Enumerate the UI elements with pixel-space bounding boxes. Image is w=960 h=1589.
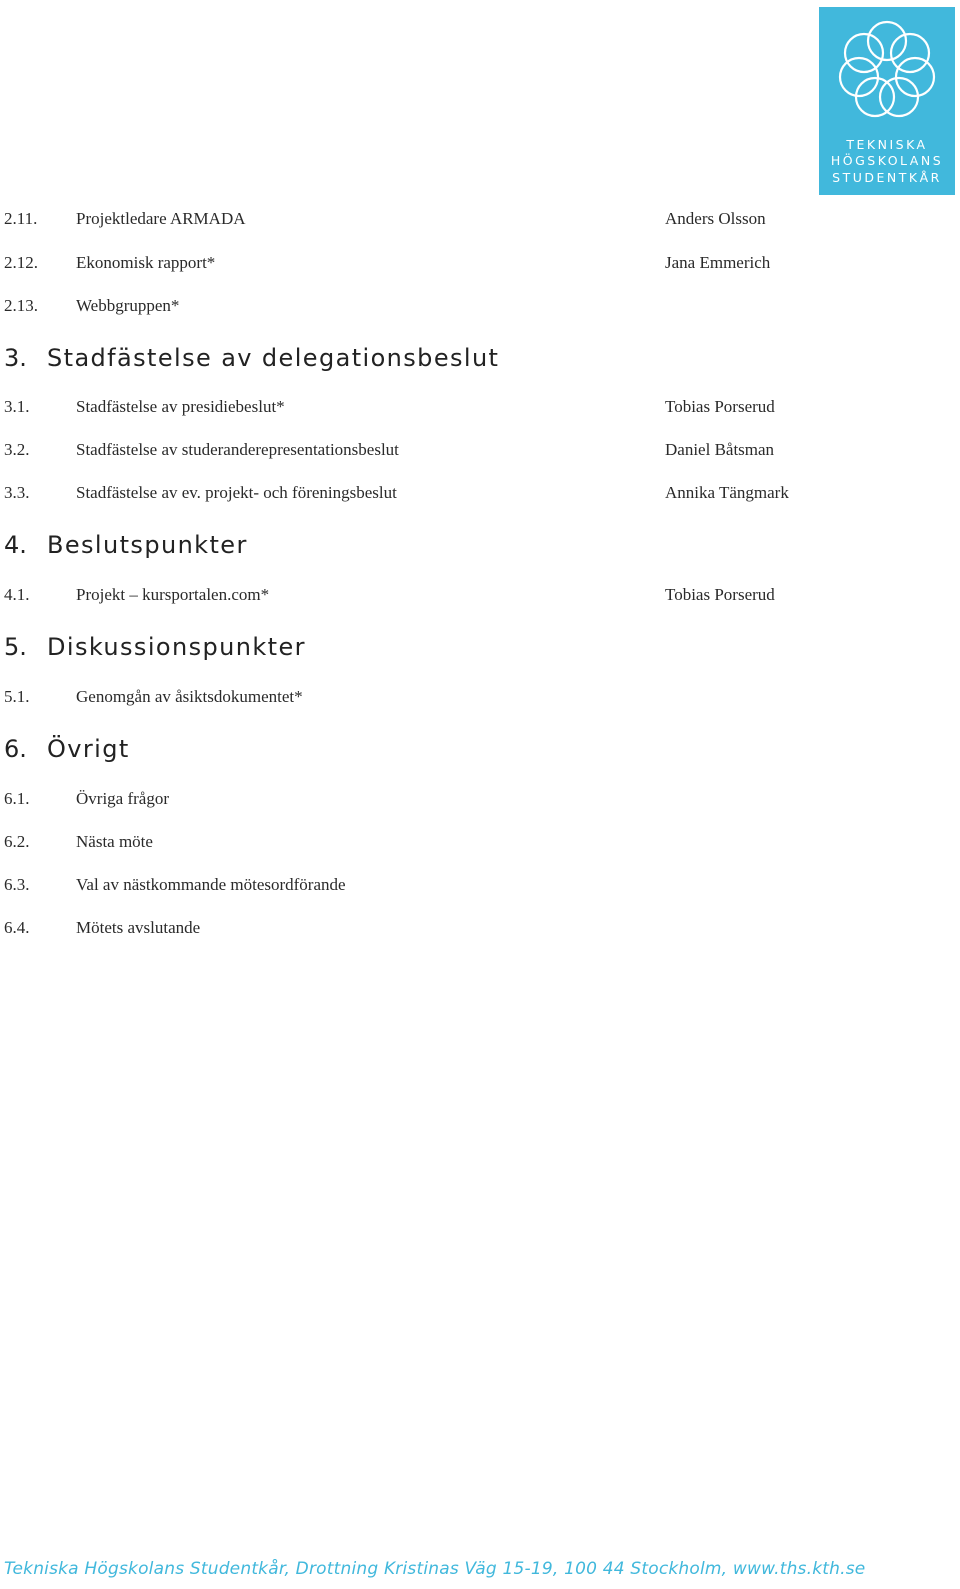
section-number: 4. [4,531,27,559]
item-title: Genomgån av åsiktsdokumentet* [76,687,303,706]
page-footer: Tekniska Högskolans Studentkår, Drottning Kristinas Väg 15-19, 100 44 Stockholm, www.ths.kth.se [4,1559,866,1579]
logo-text-line-1: TEKNISKA [846,137,928,152]
item-title: Nästa möte [76,832,153,851]
section-number: 5. [4,633,27,661]
item-title: Webbgruppen* [76,296,180,315]
item-owner: Anders Olsson [665,209,766,228]
item-title: Projektledare ARMADA [76,209,246,228]
item-title: Stadfästelse av studeranderepresentationsbeslut [76,440,399,459]
item-number: 4.1. [4,585,30,604]
item-title: Ekonomisk rapport* [76,253,216,272]
item-number: 5.1. [4,687,30,706]
item-number: 2.13. [4,296,38,315]
item-owner: Tobias Porserud [665,585,775,604]
section-title: Stadfästelse av delegationsbeslut [47,344,500,372]
item-title: Val av nästkommande mötesordförande [76,875,346,894]
item-number: 6.3. [4,875,30,894]
item-number: 6.1. [4,789,30,808]
section-number: 6. [4,735,27,763]
item-title: Övriga frågor [76,789,169,808]
ths-logo [819,7,955,195]
section-title: Övrigt [47,735,130,763]
item-owner: Daniel Båtsman [665,440,775,459]
item-number: 6.4. [4,918,30,937]
section-title: Diskussionspunkter [47,633,306,661]
logo-text-line-3: STUDENTKÅR [832,170,942,185]
section-number: 3. [4,344,27,372]
section-title: Beslutspunkter [47,531,248,559]
item-title: Mötets avslutande [76,918,201,937]
item-title: Projekt – kursportalen.com* [76,585,270,604]
item-number: 3.2. [4,440,30,459]
item-number: 2.12. [4,253,38,272]
rings-emblem-icon [819,7,955,137]
item-number: 6.2. [4,832,30,851]
item-owner: Annika Tängmark [665,483,789,502]
item-number: 3.1. [4,397,30,416]
logo-text-line-2: HÖGSKOLANS [830,153,944,168]
item-number: 2.11. [4,209,38,228]
item-number: 3.3. [4,483,30,502]
item-title: Stadfästelse av ev. projekt- och föreningsbeslut [76,483,397,502]
item-owner: Jana Emmerich [665,253,771,272]
item-title: Stadfästelse av presidiebeslut* [76,397,285,416]
item-owner: Tobias Porserud [665,397,775,416]
